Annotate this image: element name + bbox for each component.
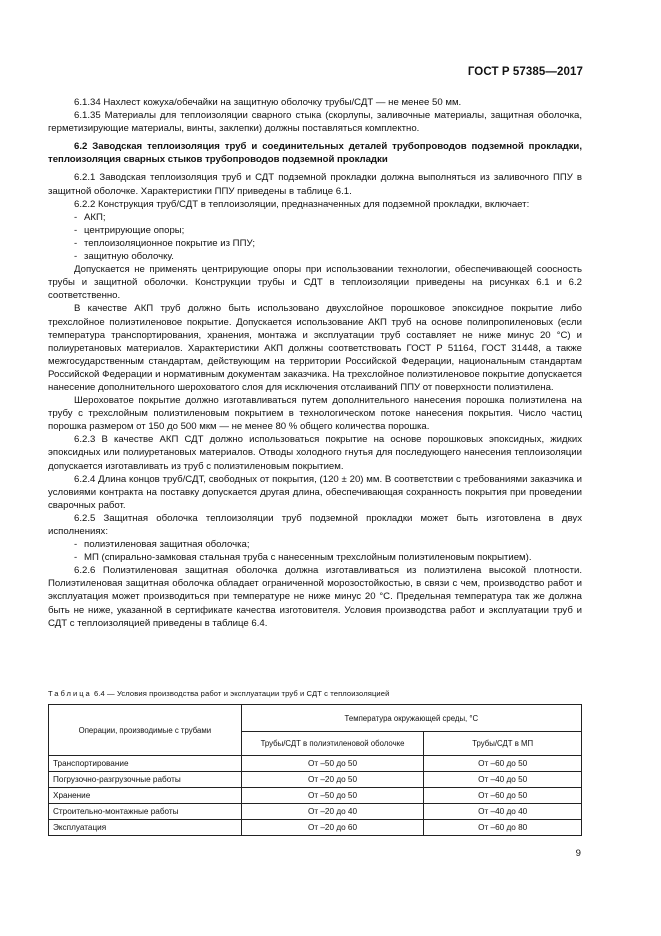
list-item: - защитную оболочку. [74,251,174,263]
table-cell: От –20 до 40 [241,804,424,820]
table-cell: От –50 до 50 [241,788,424,804]
list-item: - АКП; [74,211,106,223]
table-row [49,756,582,772]
clause-6-2-1: 6.2.1 Заводская теплоизоляция труб и СДТ подземной прокладки должна выполняться из заливочного ППУ в защитной оболочке. Характеристики ППУ приведены в таблице 6.1. [48,172,582,197]
paragraph: Шероховатое покрытие должно изготавливаться путем дополнительного нанесения порошка полиэтилена на трубу с трехслойным полиэтиленовым покрытием в технологическом потоке нанесения покрытия. Число частиц порошка размером от 150 до 500 мкм — не менее 80 % общего количества порошка. [48,395,582,433]
document-header: ГОСТ Р 57385—2017 [467,66,583,78]
table-cell: От –20 до 60 [241,820,424,836]
table-cell: От –40 до 40 [424,804,582,820]
table-cell: Транспортирование [49,756,242,772]
table-cell: Хранение [49,788,242,804]
column-header-pe: Трубы/СДТ в полиэтиленовой оболочке [241,732,424,756]
table-caption: Таблица 6.4 — Условия производства работ и эксплуатации труб и СДТ с теплоизоляцией [48,689,390,698]
table-cell: От –50 до 50 [241,756,424,772]
table-cell: От –40 до 50 [424,772,582,788]
table-cell: От –60 до 80 [424,820,582,836]
clause-6-2-6: 6.2.6 Полиэтиленовая защитная оболочка должна изготавливаться из полиэтилена высокой плотности. Полиэтиленовая защитная оболочка обладает ограниченной морозостойкостью, в связи с чем, производство работ и эксплуатация может производиться при температуре не ниже минус 20 °С. Предельная температура так же должна быть не ниже, указанной в сертификате качества изготовителя. Условия производства работ и эксплуатации труб и СДТ с теплоизоляцией приведены в таблице 6.4. [48,565,582,629]
column-header-mp: Трубы/СДТ в МП [424,732,582,756]
paragraph: В качестве АКП труб должно быть использовано двухслойное порошковое эпоксидное покрытие либо трехслойное полиэтиленовое покрытие. Допускается использование АКП труб на основе полипропиленовых (если температура транспортирования, хранения, монтажа и эксплуатации труб составляет не ниже минус 20 °С) и полиуретановых материалов. Характеристики АКП должны соответствовать ГОСТ Р 51164, ГОСТ 31448, а также межгосударственным стандартам, действующим на территории Российской Федерации, национальным стандартам Российской Федерации и нормативным документам заказчика. На трехслойное полиэтиленовое покрытие допускается нанесение дополнительного шероховатого слоя для исключения отслаиваний ППУ от поверхности полиэтилена. [48,303,582,393]
page-number: 9 [575,848,581,859]
clause-6-2-3: 6.2.3 В качестве АКП СДТ должно использоваться покрытие на основе порошковых эпоксидных, жидких эпоксидных или полиуретановых материалов. Отводы холодного гнутья для последующего нанесения теплоизоляции допускается изготавливать из труб с полиэтиленовым покрытием. [48,434,582,472]
table-cell: Строительно-монтажные работы [49,804,242,820]
section-heading-6-2: 6.2 Заводская теплоизоляция труб и соединительных деталей трубопроводов подземной прокладки, теплоизоляция сварных стыков трубопроводов подземной прокладки [48,141,582,166]
list-item: - МП (спирально-замковая стальная труба с нанесенным трехслойным полиэтиленовым покрытием). [74,552,532,564]
table-row [49,788,582,804]
table-cell: От –60 до 50 [424,756,582,772]
clause-6-1-34: 6.1.34 Нахлест кожуха/обечайки на защитную оболочку трубы/СДТ — не менее 50 мм. [74,97,462,108]
table-row [49,772,582,788]
table-cell: Эксплуатация [49,820,242,836]
conditions-table [48,704,582,836]
table-cell: От –60 до 50 [424,788,582,804]
table-row [49,804,582,820]
list-item: - полиэтиленовая защитная оболочка; [74,539,250,551]
table-cell: Погрузочно-разгрузочные работы [49,772,242,788]
column-header-temperature: Температура окружающей среды, °С [241,705,581,732]
table-row [49,820,582,836]
document-body [48,96,582,630]
clause-6-2-4: 6.2.4 Длина концов труб/СДТ, свободных от покрытия, (120 ± 20) мм. В соответствии с требованиями заказчика и условиями контракта на поставку допускается другая длина, обеспечивающая сохранность покрытия при проведении сварочных работ. [48,473,582,511]
clause-6-1-35: 6.1.35 Материалы для теплоизоляции сварного стыка (скорлупы, заливочные материалы, защитная оболочка, герметизирующие материалы, винты, заклепки) должны поставляться комплектно. [48,110,582,135]
clause-6-2-5: 6.2.5 Защитная оболочка теплоизоляции труб подземной прокладки может быть изготовлена в двух исполнениях: [48,512,582,537]
list-item: - центрирующие опоры; [74,224,185,236]
column-header-operations: Операции, производимые с трубами [49,705,242,756]
table-cell: От –20 до 50 [241,772,424,788]
clause-6-2-2: 6.2.2 Конструкция труб/СДТ в теплоизоляции, предназначенных для подземной прокладки, включает: [74,198,530,210]
list-item: - теплоизоляционное покрытие из ППУ; [74,237,256,249]
paragraph: Допускается не применять центрирующие опоры при использовании технологии, обеспечивающей соосность трубы и защитной оболочки. Конструкции трубы и СДТ в теплоизоляции приведены на рисунках 6.1 и 6.2 соответственно. [48,264,582,302]
